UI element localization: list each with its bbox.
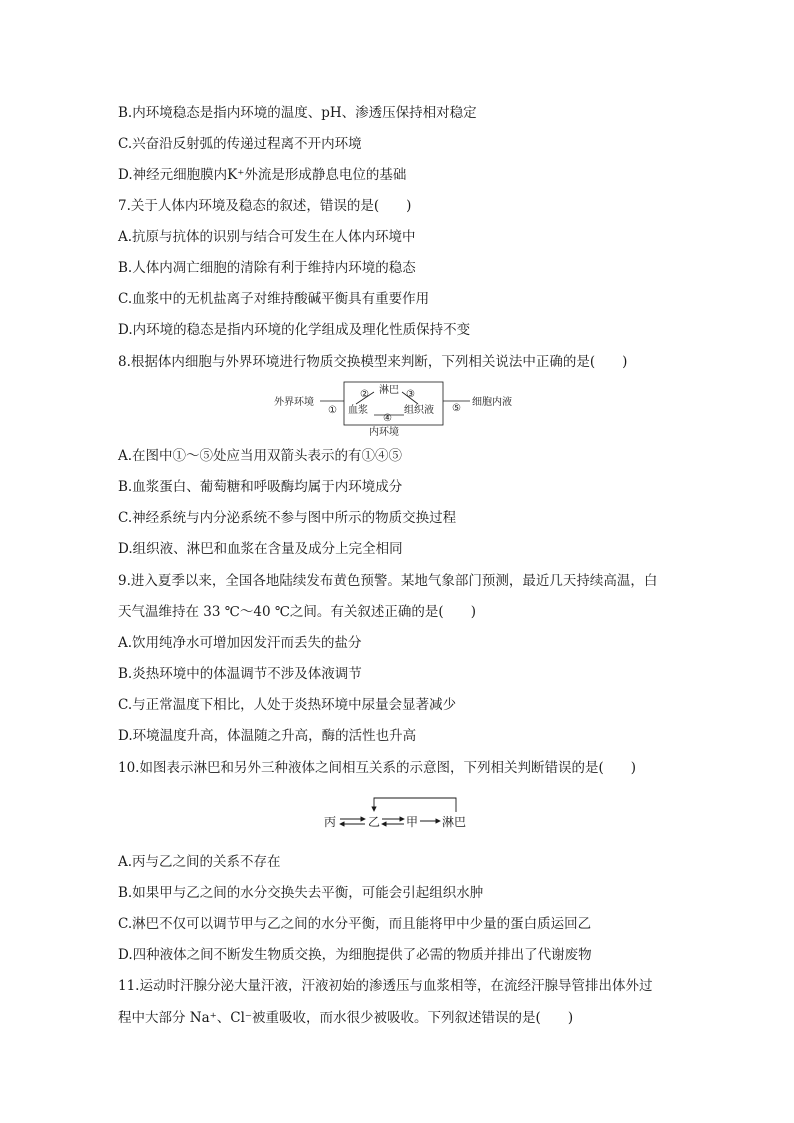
option-7d: D.内环境的稳态是指内环境的化学组成及理化性质保持不变 (118, 322, 471, 338)
question-10: 10.如图表示淋巴和另外三种液体之间相互关系的示意图，下列相关判断错误的是( ) (118, 760, 637, 776)
label-yi: 乙 (368, 815, 381, 829)
option-10d: D.四种液体之间不断发生物质交换，为细胞提供了必需的物质并排出了代谢废物 (118, 947, 592, 963)
arrow-linba-to-yi (374, 798, 456, 812)
question-9-line1: 9.进入夏季以来，全国各地陆续发布黄色预警。某地气象部门预测，最近几天持续高温，白 (118, 573, 658, 589)
label-jia: 甲 (406, 815, 419, 829)
label-linba: 淋巴 (442, 815, 467, 829)
option-10a: A.丙与乙之间的关系不存在 (118, 854, 281, 870)
marker-2: ② (360, 389, 369, 400)
option-8b: B.血浆蛋白、葡萄糖和呼吸酶均属于内环境成分 (118, 479, 403, 495)
option-9a: A.饮用纯净水可增加因发汗而丢失的盐分 (118, 635, 362, 651)
option-6b: B.内环境稳态是指内环境的温度、pH、渗透压保持相对稳定 (118, 105, 477, 121)
option-8a: A.在图中①～⑤处应当用双箭头表示的有①④⑤ (118, 448, 403, 464)
option-6d: D.神经元细胞膜内K⁺外流是形成静息电位的基础 (118, 167, 407, 183)
option-9d: D.环境温度升高，体温随之升高，酶的活性也升高 (118, 728, 417, 744)
marker-4: ④ (383, 413, 392, 424)
label-outer-environment: 外界环境 (274, 397, 314, 408)
question-8: 8.根据体内细胞与外界环境进行物质交换模型来判断，下列相关说法中正确的是( ) (118, 354, 628, 370)
label-intracellular-fluid: 细胞内液 (472, 397, 512, 408)
option-7b: B.人体内凋亡细胞的清除有利于维持内环境的稳态 (118, 260, 416, 276)
question-9-line2: 天气温维持在 33 ℃～40 ℃之间。有关叙述正确的是( ) (118, 604, 476, 620)
question-11-line1: 11.运动时汗腺分泌大量汗液，汗液初始的渗透压与血浆相等，在流经汗腺导管排出体外过 (118, 978, 653, 994)
marker-5: ⑤ (452, 403, 461, 414)
option-9c: C.与正常温度下相比，人处于炎热环境中尿量会显著减少 (118, 697, 457, 713)
question-11-line2: 程中大部分 Na⁺、Cl⁻被重吸收，而水很少被吸收。下列叙述错误的是( ) (118, 1010, 574, 1026)
label-lymph: 淋巴 (379, 385, 399, 396)
label-tissue-fluid: 组织液 (404, 405, 434, 416)
label-internal-environment: 内环境 (369, 427, 399, 438)
option-6c: C.兴奋沿反射弧的传递过程离不开内环境 (118, 136, 362, 152)
option-7c: C.血浆中的无机盐离子对维持酸碱平衡具有重要作用 (118, 291, 430, 307)
marker-3: ③ (406, 389, 415, 400)
marker-1: ① (328, 405, 337, 416)
option-9b: B.炎热环境中的体温调节不涉及体液调节 (118, 666, 362, 682)
internal-environment-diagram (270, 380, 530, 438)
question-7: 7.关于人体内环境及稳态的叙述，错误的是( ) (118, 198, 412, 214)
lymph-relationship-diagram (318, 794, 478, 832)
option-10c: C.淋巴不仅可以调节甲与乙之间的水分平衡，而且能将甲中少量的蛋白质运回乙 (118, 916, 592, 932)
option-7a: A.抗原与抗体的识别与结合可发生在人体内环境中 (118, 229, 416, 245)
label-plasma: 血浆 (348, 405, 368, 416)
label-bing: 丙 (324, 815, 337, 829)
option-8c: C.神经系统与内分泌系统不参与图中所示的物质交换过程 (118, 510, 457, 526)
option-10b: B.如果甲与乙之间的水分交换失去平衡，可能会引起组织水肿 (118, 885, 484, 901)
option-8d: D.组织液、淋巴和血浆在含量及成分上完全相同 (118, 541, 403, 557)
